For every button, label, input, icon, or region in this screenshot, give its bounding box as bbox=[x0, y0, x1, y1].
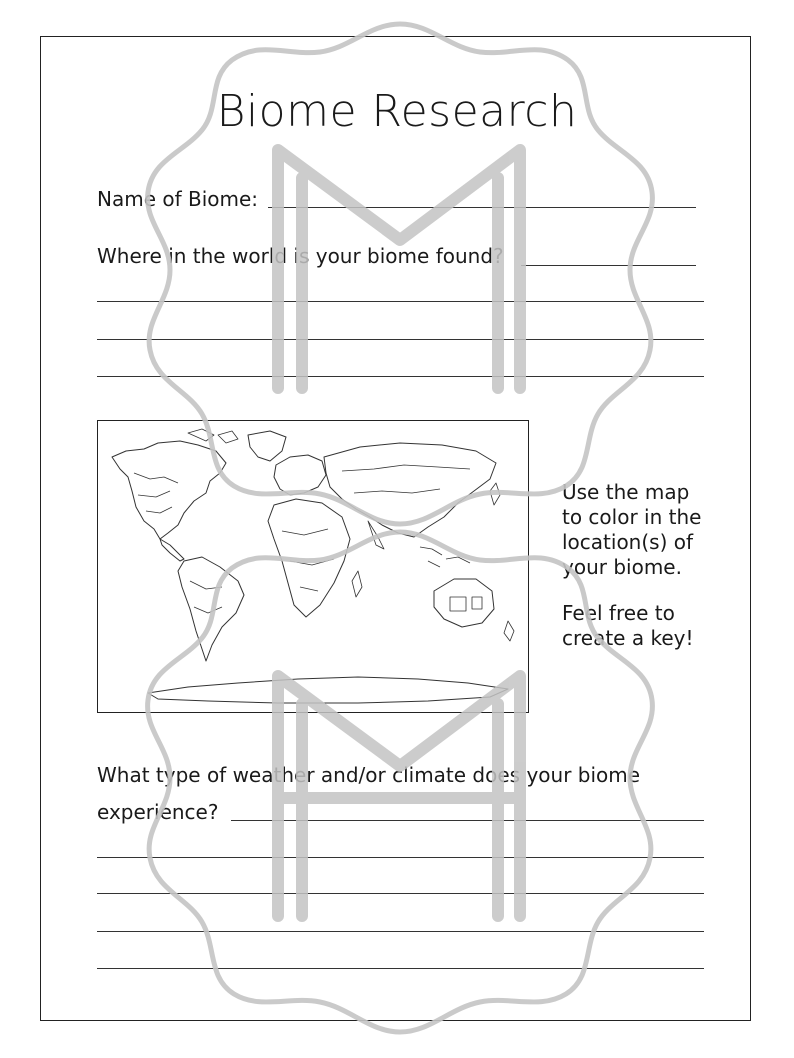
africa-outline bbox=[268, 499, 350, 617]
climate-answer-line[interactable] bbox=[97, 968, 704, 969]
climate-answer-line[interactable] bbox=[231, 820, 704, 821]
climate-question: What type of weather and/or climate does your biome bbox=[97, 763, 641, 787]
asia-outline bbox=[324, 443, 496, 537]
climate-answer-line[interactable] bbox=[97, 893, 704, 894]
north-america-outline bbox=[112, 441, 226, 539]
greenland-outline bbox=[248, 431, 286, 461]
climate-answer-line[interactable] bbox=[97, 857, 704, 858]
europe-outline bbox=[274, 455, 326, 495]
name-answer-line[interactable] bbox=[268, 207, 696, 208]
climate-question-continued: experience? bbox=[97, 800, 219, 824]
map-instruction-line: Use the map bbox=[562, 480, 690, 504]
key-note bbox=[562, 601, 693, 651]
name-label: Name of Biome: bbox=[97, 187, 259, 211]
climate-answer-line[interactable] bbox=[97, 931, 704, 932]
south-america-outline bbox=[178, 557, 244, 661]
world-map[interactable] bbox=[97, 420, 529, 713]
australia-outline bbox=[434, 579, 494, 627]
location-answer-line[interactable] bbox=[97, 301, 704, 302]
location-answer-line[interactable] bbox=[97, 339, 704, 340]
key-note-line: create a key! bbox=[562, 626, 694, 650]
world-map-outline bbox=[98, 421, 530, 714]
location-question: Where in the world is your biome found? bbox=[97, 244, 504, 268]
key-note-line: Feel free to bbox=[562, 601, 675, 625]
map-instruction-line: your biome. bbox=[562, 555, 682, 579]
map-instruction bbox=[562, 480, 701, 580]
page-title: Biome Research bbox=[216, 86, 578, 137]
antarctica-outline bbox=[148, 677, 508, 703]
location-answer-line[interactable] bbox=[97, 376, 704, 377]
location-answer-line[interactable] bbox=[521, 265, 696, 266]
map-instruction-line: location(s) of bbox=[562, 530, 694, 554]
map-instruction-line: to color in the bbox=[562, 505, 702, 529]
